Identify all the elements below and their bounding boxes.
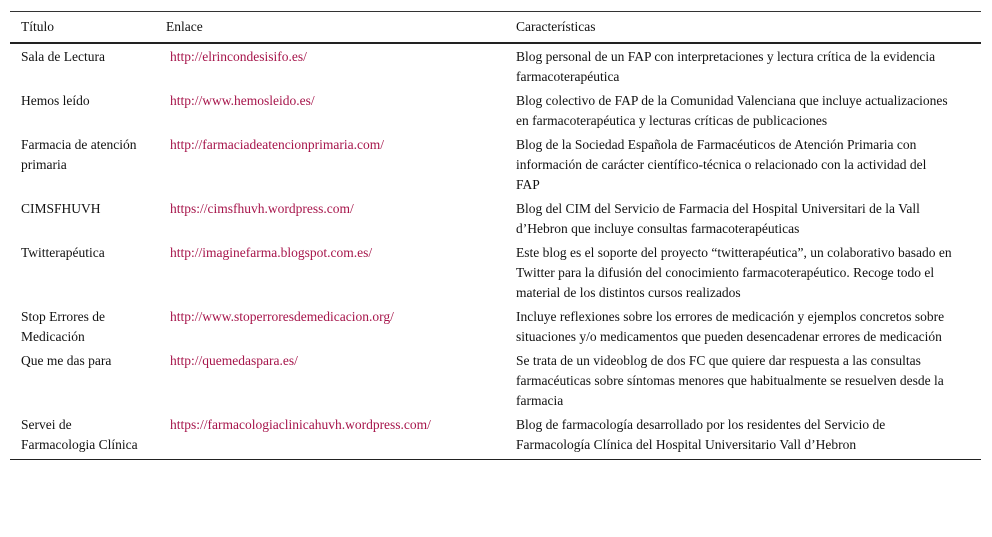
row-title: Que me das para: [21, 353, 112, 368]
blog-table: [10, 11, 981, 460]
table-row: [10, 241, 981, 305]
table-row: [10, 349, 981, 413]
row-description: Blog de la Sociedad Española de Farmacéuticos de Atención Primaria con información de carácter científico-técnica o relacionado con la actividad del FAP: [516, 137, 927, 192]
row-link[interactable]: http://imaginefarma.blogspot.com.es/: [170, 245, 373, 260]
table-row: [10, 197, 981, 241]
row-description: Blog de farmacología desarrollado por los residentes del Servicio de Farmacología Clínica del Hospital Universitario Vall d’Hebron: [516, 417, 886, 452]
row-title: Stop Errores de Medicación: [21, 309, 105, 344]
header-link: Enlace: [166, 19, 203, 34]
blog-table-container: [10, 11, 981, 460]
row-description: Este blog es el soporte del proyecto “twitterapéutica”, un colaborativo basado en Twitter para la difusión del conocimiento farmacoterapéutico. Recoge todo el material de los distintos cursos realizados: [516, 245, 952, 300]
row-description: Blog del CIM del Servicio de Farmacia del Hospital Universitari de la Vall d’Hebron que incluye consultas farmacoterapéuticas: [516, 201, 920, 236]
row-title: Servei de Farmacologia Clínica: [21, 417, 138, 452]
header-row: [10, 12, 981, 44]
row-title: Farmacia de atención primaria: [21, 137, 137, 172]
table-body: [10, 43, 981, 460]
row-link-cell: [155, 197, 505, 241]
row-link-cell: [155, 43, 505, 89]
row-link[interactable]: http://quemedaspara.es/: [170, 353, 298, 368]
row-title: CIMSFHUVH: [21, 201, 101, 216]
row-link[interactable]: http://www.hemosleido.es/: [170, 93, 315, 108]
header-characteristics: Características: [516, 19, 596, 34]
table-header: [10, 12, 981, 44]
table-row: [10, 305, 981, 349]
row-description: Incluye reflexiones sobre los errores de medicación y ejemplos concretos sobre situaciones y/o medicamentos que pueden desencadenar errores de medicación: [516, 309, 945, 344]
row-link-cell: [155, 413, 505, 460]
row-link-cell: [155, 305, 505, 349]
row-description: Blog colectivo de FAP de la Comunidad Valenciana que incluye actualizaciones en farmacoterapéutica y lecturas críticas de publicaciones: [516, 93, 948, 128]
row-link[interactable]: http://www.stoperroresdemedicacion.org/: [170, 309, 394, 324]
row-description: Se trata de un videoblog de dos FC que quiere dar respuesta a las consultas farmacéuticas sobre síntomas menores que habitualmente se resuelven desde la farmacia: [516, 353, 944, 408]
row-link-cell: [155, 89, 505, 133]
row-title: Sala de Lectura: [21, 49, 105, 64]
row-link[interactable]: http://elrincondesisifo.es/: [170, 49, 307, 64]
row-link-cell: [155, 349, 505, 413]
table-row: [10, 43, 981, 89]
row-link[interactable]: http://farmaciadeatencionprimaria.com/: [170, 137, 385, 152]
row-description: Blog personal de un FAP con interpretaciones y lectura crítica de la evidencia farmacoterapéutica: [516, 49, 936, 84]
row-link-cell: [155, 133, 505, 197]
row-link[interactable]: https://farmacologiaclinicahuvh.wordpress.com/: [170, 417, 431, 432]
table-row: [10, 133, 981, 197]
table-row: [10, 413, 981, 460]
row-link-cell: [155, 241, 505, 305]
header-title: Título: [21, 19, 54, 34]
table-row: [10, 89, 981, 133]
row-title: Hemos leído: [21, 93, 90, 108]
row-link[interactable]: https://cimsfhuvh.wordpress.com/: [170, 201, 354, 216]
row-title: Twitterapéutica: [21, 245, 105, 260]
